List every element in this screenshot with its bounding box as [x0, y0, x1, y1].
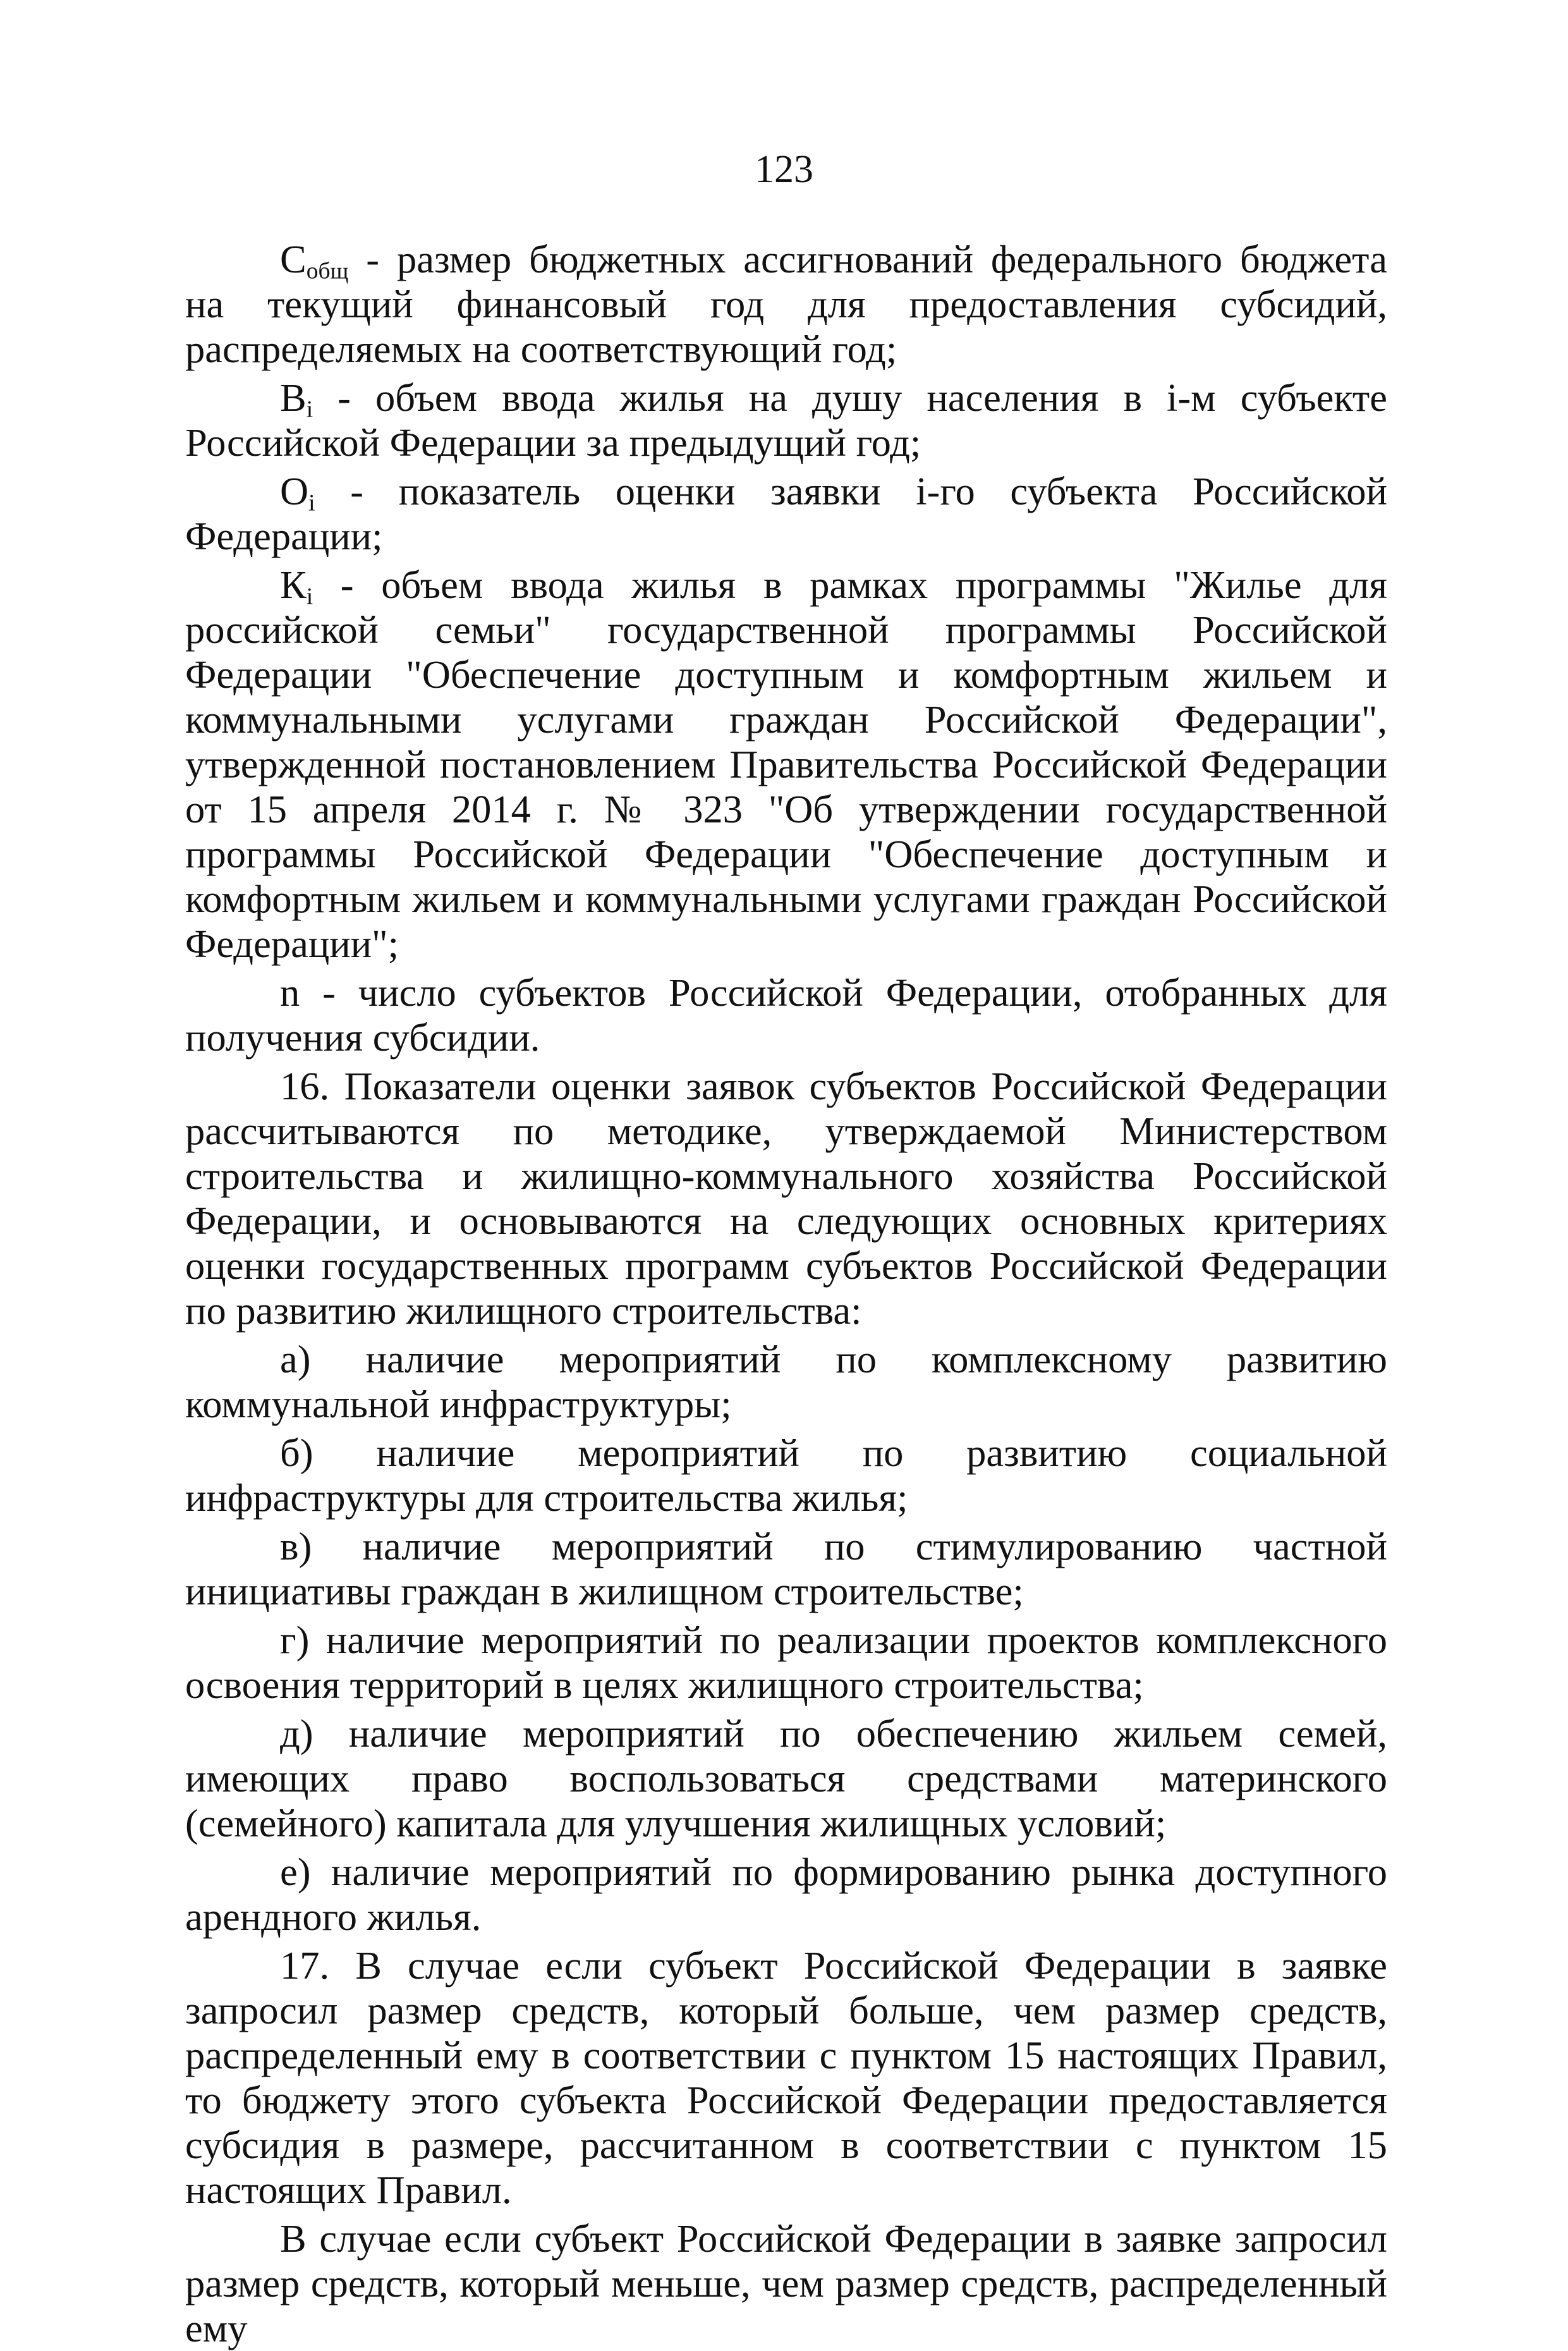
definition-text: - объем ввода жилья на душу населения в i-м субъекте Российской Федерации за предыдущий год; — [185, 376, 1387, 465]
definition-subscript: i — [308, 490, 315, 516]
criterion-g: г) наличие мероприятий по реализации проектов комплексного освоения территорий в целях жилищного строительства; — [185, 1618, 1387, 1707]
definition-symbol: О — [280, 469, 309, 513]
definition-symbol: К — [280, 563, 307, 607]
definition-k-i — [185, 563, 1387, 967]
definition-text: - размер бюджетных ассигнований федерального бюджета на текущий финансовый год для предоставления субсидий, распределяемых на соответствующий год; — [185, 237, 1387, 371]
definition-n — [185, 970, 1387, 1060]
definition-text: - объем ввода жилья в рамках программы "Жилье для российской семьи" государственной программы Российской Федерации "Обеспечение доступным и комфортным жильем и коммунальными услугами граждан Российской Федерации", утвержденной постановлением Правительства Российской Федерации от 15 апреля 2014 г. № 323 "Об утверждении государственной программы Российской Федерации "Обеспечение доступным и комфортным жильем и коммунальными услугами граждан Российской Федерации"; — [185, 563, 1387, 966]
paragraph-17-continuation: В случае если субъект Российской Федерации в заявке запросил размер средств, который меньше, чем размер средств, распределенный ему — [185, 2216, 1387, 2350]
paragraph-17: 17. В случае если субъект Российской Федерации в заявке запросил размер средств, который больше, чем размер средств, распределенный ему в соответствии с пунктом 15 настоящих Правил, то бюджету этого субъекта Российской Федерации предоставляется субсидия в размере, рассчитанном в соответствии с пунктом 15 настоящих Правил. — [185, 1943, 1387, 2212]
criterion-e: е) наличие мероприятий по формированию рынка доступного арендного жилья. — [185, 1850, 1387, 1939]
definition-c-total — [185, 237, 1387, 372]
paragraph-16: 16. Показатели оценки заявок субъектов Российской Федерации рассчитываются по методике, утверждаемой Министерством строительства и жилищно-коммунального хозяйства Российской Федерации, и основываются на следующих основных критериях оценки государственных программ субъектов Российской Федерации по развитию жилищного строительства: — [185, 1064, 1387, 1333]
criterion-b: б) наличие мероприятий по развитию социальной инфраструктуры для строительства жилья; — [185, 1431, 1387, 1520]
page-number: 123 — [755, 148, 813, 191]
definition-b-i — [185, 376, 1387, 465]
criterion-a: а) наличие мероприятий по комплексному развитию коммунальной инфраструктуры; — [185, 1337, 1387, 1426]
definition-text: - показатель оценки заявки i-го субъекта Российской Федерации; — [185, 469, 1387, 558]
definition-subscript: общ — [306, 258, 349, 284]
definition-subscript: i — [306, 396, 313, 423]
definition-o-i — [185, 469, 1387, 559]
definition-symbol: В — [280, 376, 307, 420]
definition-subscript: i — [306, 583, 313, 610]
criterion-v: в) наличие мероприятий по стимулированию частной инициативы граждан в жилищном строительстве; — [185, 1524, 1387, 1613]
definition-symbol: n — [280, 970, 300, 1015]
definition-text: - число субъектов Российской Федерации, отобранных для получения субсидии. — [185, 970, 1387, 1059]
page-body — [185, 237, 1387, 2351]
criterion-d: д) наличие мероприятий по обеспечению жильем семей, имеющих право воспользоваться средствами материнского (семейного) капитала для улучшения жилищных условий; — [185, 1711, 1387, 1845]
definition-symbol: С — [280, 237, 307, 281]
